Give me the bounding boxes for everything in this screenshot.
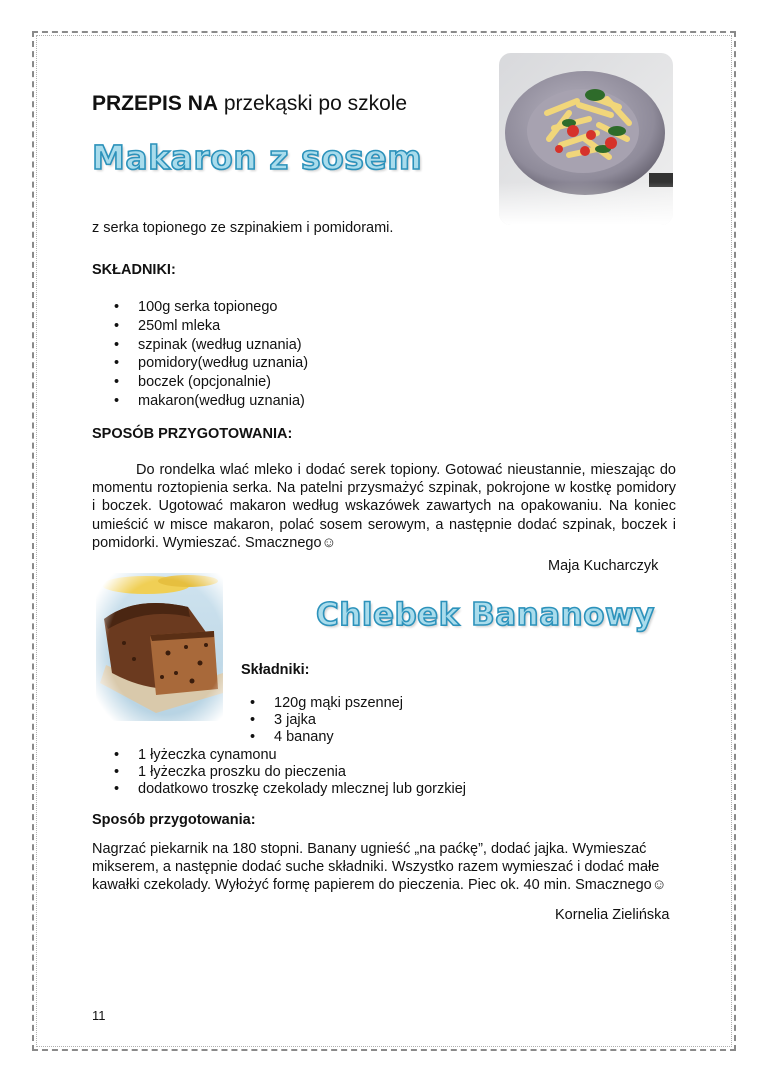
recipe1-ingredient-list: [138, 298, 308, 411]
recipe2-title: Chlebek Bananowy: [316, 597, 655, 633]
list-item: • 3 jajka: [274, 712, 403, 729]
list-item: • szpinak (według uznania): [138, 336, 308, 355]
page-number: 11: [92, 1008, 106, 1023]
list-item: • 1 łyżeczka proszku do pieczenia: [138, 764, 466, 781]
recipe2-author: Kornelia Zielińska: [555, 907, 670, 923]
recipe1-method: Do rondelka wlać mleko i dodać serek topiony. Gotować nieustannie, mieszając do momentu roztopienia serka. Na patelni przysmażyć szpinak, pokrojone w kostkę pomidory i boczek. Ugotować makaron według wskazówek zawartych na opakowaniu. Na koniec umieścić w misce makaron, polać sosem serowym, a następnie dodać szpinak, boczek i pomidorki. Wymieszać. Smacznego☺: [92, 462, 676, 551]
recipe1-subtitle: z serka topionego ze szpinakiem i pomidorami.: [92, 220, 394, 236]
recipe2-ingredient-list: [138, 747, 466, 798]
header-prefix: PRZEPIS NA: [92, 92, 219, 115]
list-item: • 1 łyżeczka cynamonu: [138, 747, 466, 764]
page-header: [92, 92, 407, 116]
list-item: • boczek (opcjonalnie): [138, 373, 308, 392]
list-item: • makaron(według uznania): [138, 392, 308, 411]
recipe2-ingredients-heading: Składniki:: [241, 662, 310, 678]
recipe1-author: Maja Kucharczyk: [548, 558, 659, 574]
list-item: • 100g serka topionego: [138, 298, 308, 317]
list-item: • 120g mąki pszennej: [274, 695, 403, 712]
recipe1-ingredients-heading: SKŁADNIKI:: [92, 262, 176, 278]
list-item: • pomidory(według uznania): [138, 354, 308, 373]
list-item: • 4 banany: [274, 729, 403, 746]
header-rest: przekąski po szkole: [218, 92, 408, 115]
recipe2-ingredient-list-indented: [274, 695, 403, 746]
banana-bread-photo: [96, 573, 223, 721]
pasta-photo: [499, 53, 673, 225]
recipe1-method-heading: SPOSÓB PRZYGOTOWANIA:: [92, 426, 293, 442]
list-item: • 250ml mleka: [138, 317, 308, 336]
recipe2-method: Nagrzać piekarnik na 180 stopni. Banany ugnieść „na paćkę”, dodać jajka. Wymieszać mikserem, a następnie dodać suche składniki. Wszystko razem wymieszać i dodać małe kawałki czekolady. Wyłożyć formę papierem do pieczenia. Piec ok. 40 min. Smacznego☺: [92, 841, 667, 894]
list-item: • dodatkowo troszkę czekolady mlecznej lub gorzkiej: [138, 781, 466, 798]
recipe2-method-heading: Sposób przygotowania:: [92, 812, 256, 828]
recipe1-title: Makaron z sosem: [92, 138, 423, 177]
